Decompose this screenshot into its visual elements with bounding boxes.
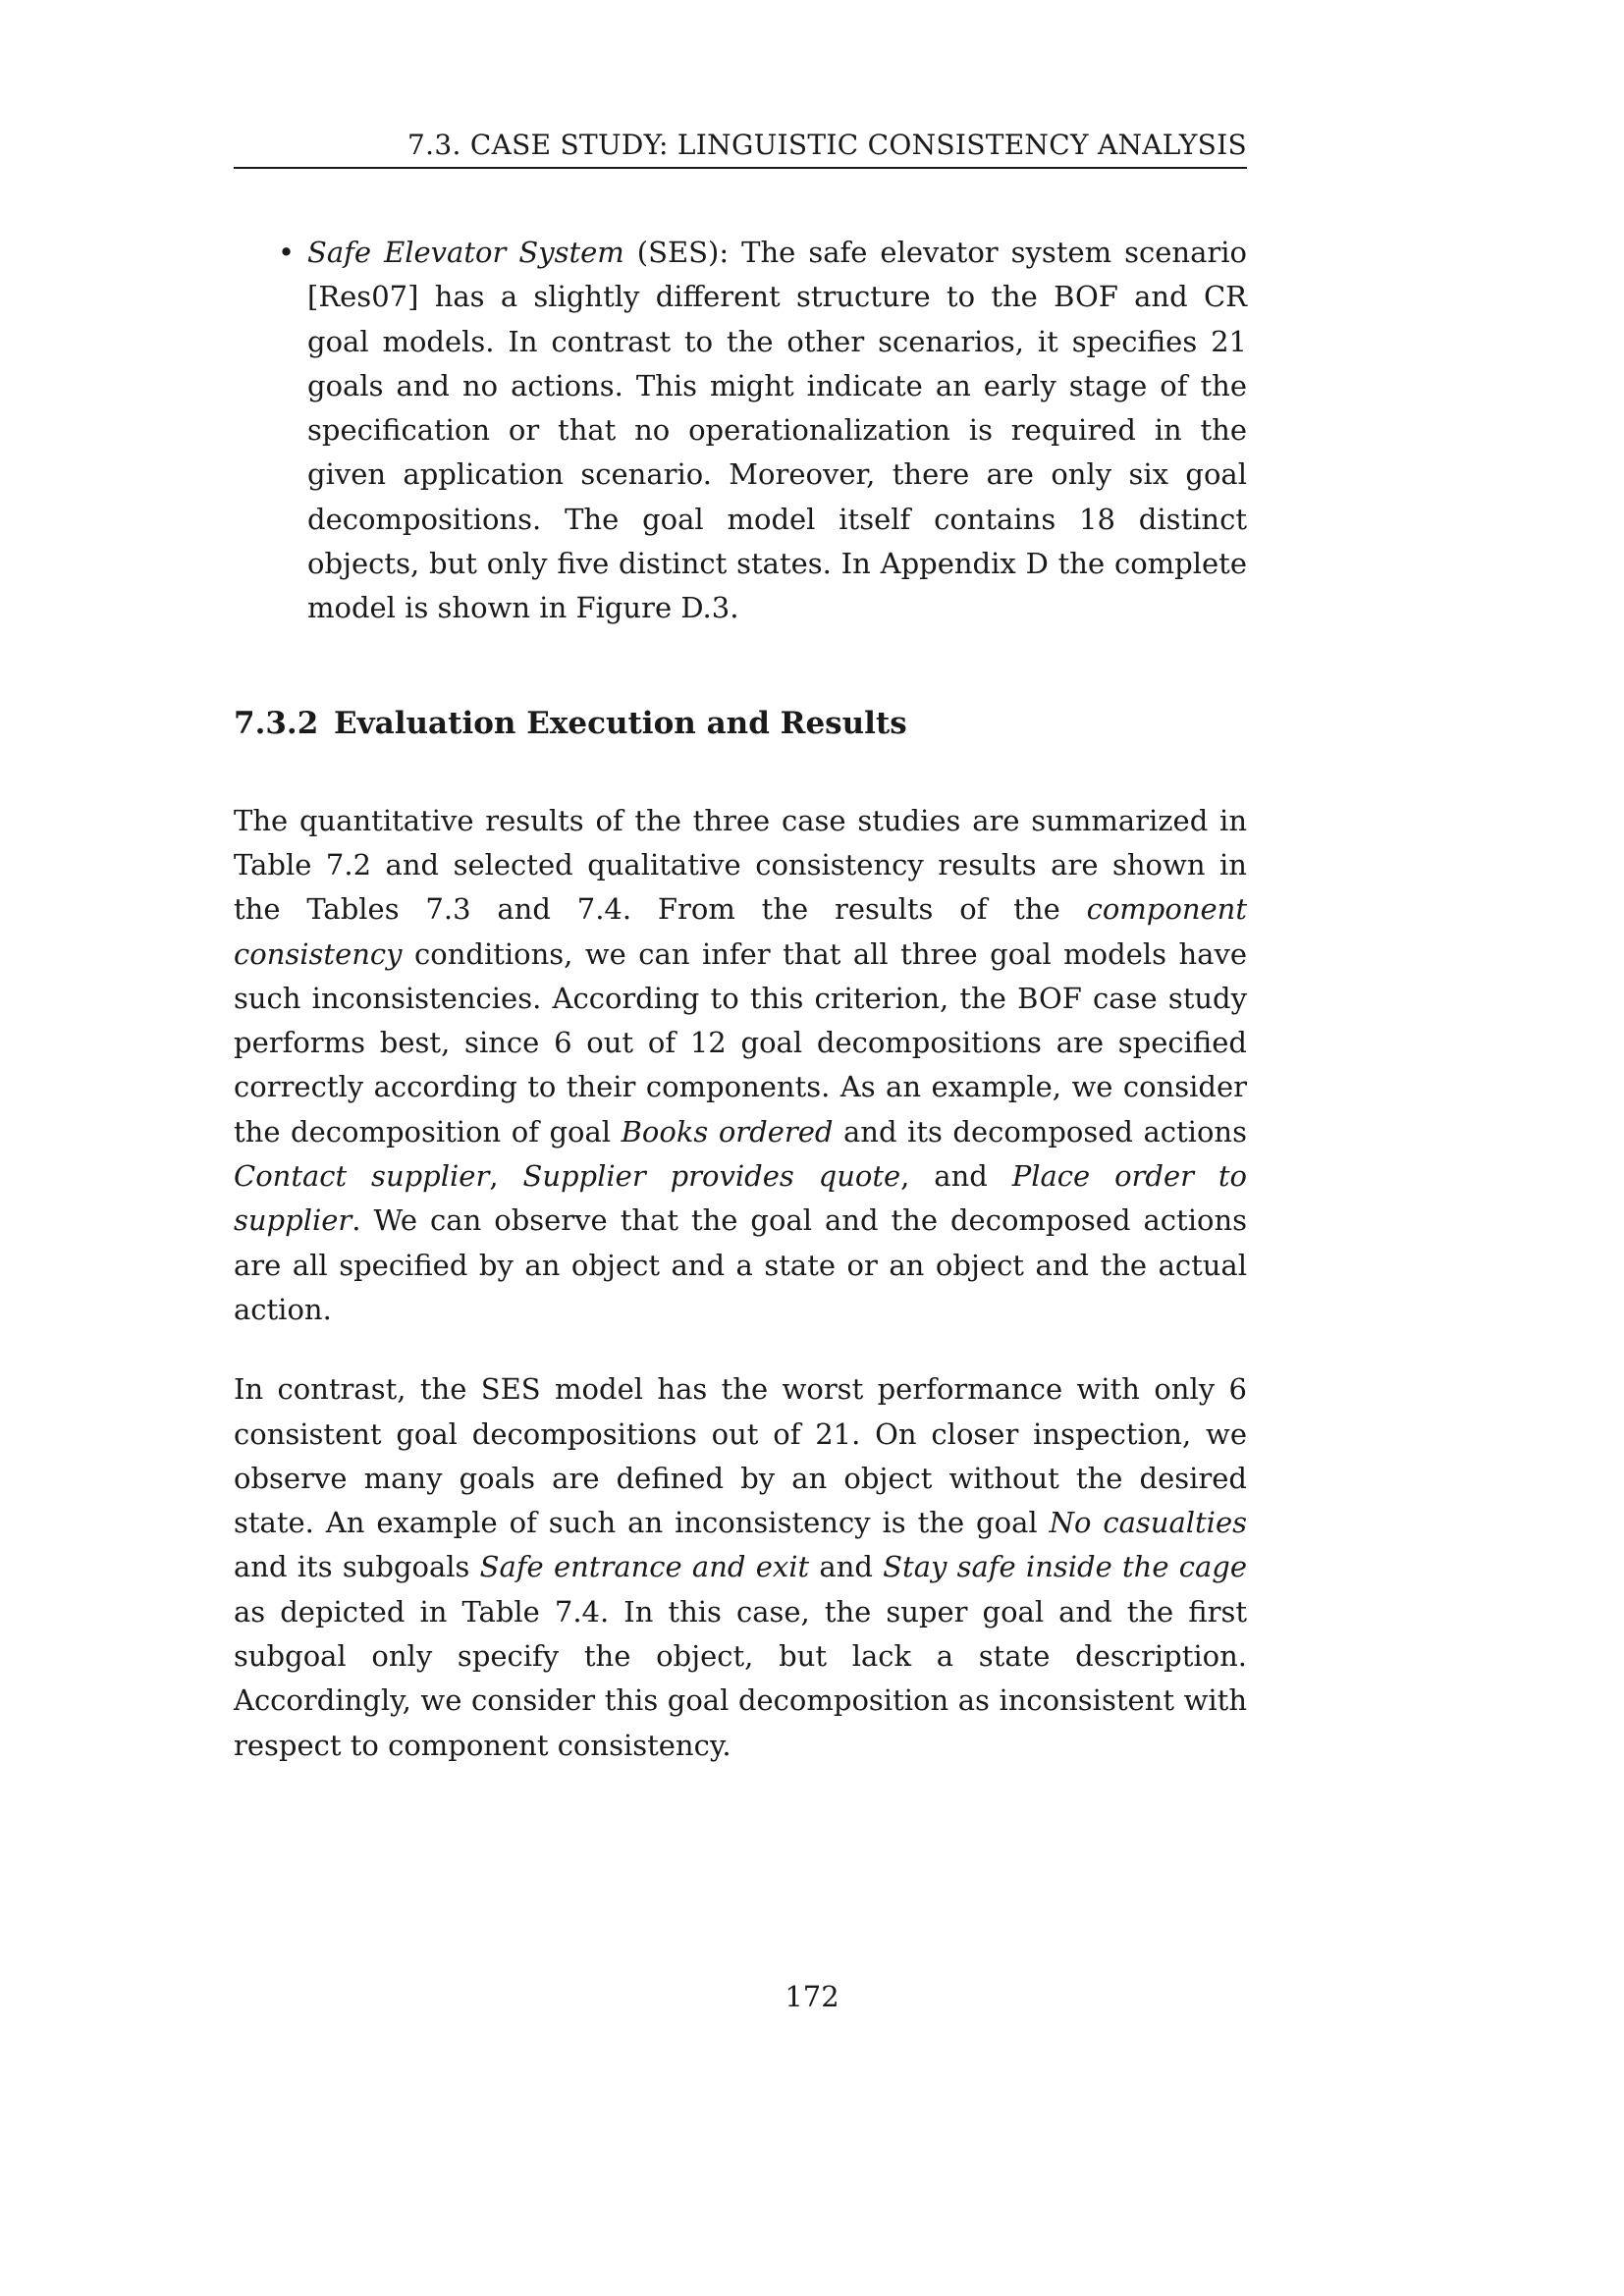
paragraph-1-text: and its decomposed actions bbox=[833, 1114, 1247, 1148]
running-header: 7.3. CASE STUDY: LINGUISTIC CONSISTENCY ANALYSIS bbox=[234, 128, 1247, 169]
paragraph-1-text: conditions, we can infer that all three goal models have such inconsistencies. According to this criterion, the BOF case study performs best, since 6 out of 12 goal decompositions are specified correctly according to their components. As an example, we consider the decomposition of goal bbox=[234, 936, 1247, 1148]
paragraph-1-emphasis: Supplier provides quote bbox=[522, 1159, 901, 1194]
paragraph-1-text: , bbox=[489, 1159, 523, 1194]
paragraph-2-text: and its subgoals bbox=[234, 1550, 480, 1584]
section-heading bbox=[234, 702, 1247, 746]
paragraph-1-text: The quantitative results of the three case studies are summarized in Table 7.2 and selected qualitative consistency results are shown in the Tables 7.3 and 7.4. From the results of the bbox=[234, 803, 1247, 927]
paragraph-1-emphasis: Contact supplier bbox=[234, 1159, 490, 1194]
bullet-text: (SES): The safe elevator system scenario [Res07] has a slightly different structure to the BOF and CR goal models. In contrast to the other scenarios, it specifies 21 goals and no actions. This might indicate an early stage of the specification or that no operationalization is required in the given application scenario. Moreover, there are only six goal decompositions. The goal model itself contains 18 distinct objects, but only five distinct states. In Appendix D the complete model is shown in Figure D.3. bbox=[307, 236, 1247, 625]
bullet-icon: • bbox=[278, 236, 296, 269]
paragraph-2-text: and bbox=[809, 1550, 884, 1584]
bullet-list bbox=[234, 231, 1247, 631]
paragraph-1 bbox=[234, 799, 1247, 1333]
section-number: 7.3.2 bbox=[234, 705, 319, 741]
paragraph-1-emphasis: Place order to supplier bbox=[234, 1159, 1248, 1238]
bullet-item-ses bbox=[234, 231, 1247, 631]
bullet-term: Safe Elevator System bbox=[307, 236, 624, 269]
paragraph-1-text: , and bbox=[900, 1159, 1012, 1194]
paragraph-2-emphasis: Stay safe inside the cage bbox=[883, 1550, 1247, 1584]
paragraph-2-text: In contrast, the SES model has the worst performance with only 6 consistent goal decompositions out of 21. On closer inspection, we observe many goals are defined by an object without the desired state. An example of such an inconsistency is the goal bbox=[234, 1372, 1247, 1540]
paragraph-2 bbox=[234, 1367, 1247, 1768]
paragraph-1-emphasis: Books ordered bbox=[621, 1114, 834, 1148]
paragraph-2-text: as depicted in Table 7.4. In this case, the super goal and the first subgoal only specify the object, but lack a state description. Accordingly, we consider this goal decomposition as inconsistent with respect to component consistency. bbox=[234, 1594, 1247, 1762]
section-title: Evaluation Execution and Results bbox=[334, 705, 907, 741]
paragraph-2-emphasis: Safe entrance and exit bbox=[479, 1550, 810, 1584]
paragraph-2-emphasis: No casualties bbox=[1049, 1506, 1247, 1540]
paragraph-1-text: . We can observe that the goal and the decomposed actions are all specified by an object and a state or an object and the actual action. bbox=[234, 1203, 1247, 1326]
page-number: 172 bbox=[785, 1980, 839, 2013]
page-body bbox=[234, 231, 1247, 1768]
paragraph-1-emphasis: component consistency bbox=[234, 892, 1247, 971]
